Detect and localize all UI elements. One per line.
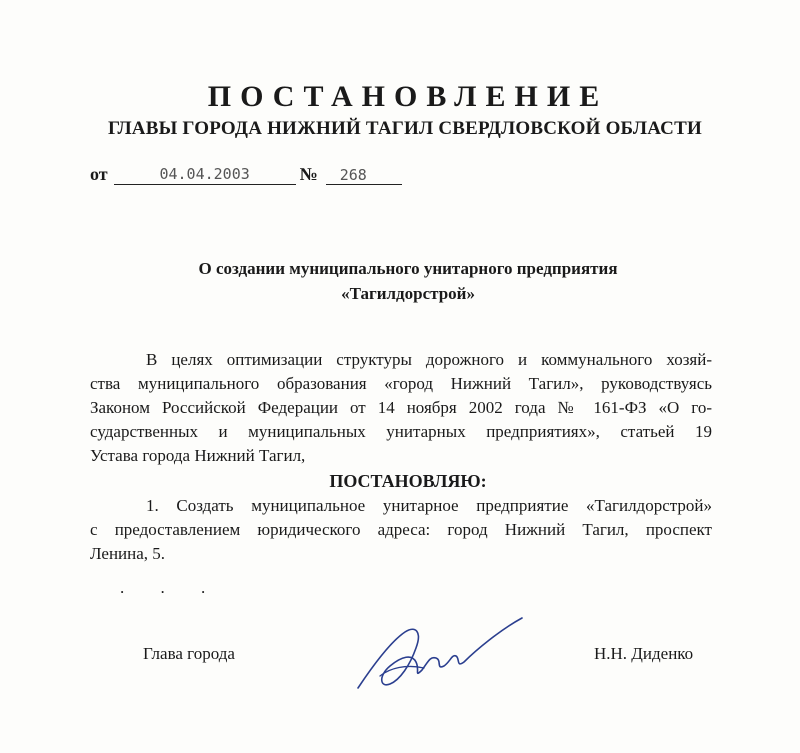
- omission-dots: . . .: [120, 578, 222, 597]
- document-subtitle: ГЛАВЫ ГОРОДА НИЖНИЙ ТАГИЛ СВЕРДЛОВСКОЙ ОБЛАСТИ: [108, 118, 702, 139]
- preamble-paragraph: [90, 348, 712, 468]
- date-prefix: от: [90, 164, 108, 184]
- date-field: 04.04.2003: [114, 165, 296, 185]
- paragraph-line: В целях оптимизации структуры дорожного и коммунального хозяй-: [146, 350, 712, 369]
- item-line: Ленина, 5.: [90, 544, 166, 563]
- paragraph-line: сударственных и муниципальных унитарных предприятиях», статьей 19: [90, 422, 712, 441]
- document-title: ПОСТАНОВЛЕНИЕ: [207, 80, 609, 113]
- date-number-line: [90, 164, 402, 185]
- item-line: с предоставлением юридического адреса: город Нижний Тагил, проспект: [90, 520, 712, 539]
- resolution-item: [90, 494, 712, 566]
- item-line: 1. Создать муниципальное унитарное предприятие «Тагилдорстрой»: [146, 496, 712, 515]
- document-heading: [0, 256, 800, 306]
- paragraph-line: Устава города Нижний Тагил,: [90, 446, 306, 465]
- paragraph-line: ства муниципального образования «город Нижний Тагил», руководствуясь: [90, 374, 712, 393]
- number-field: 268: [326, 166, 402, 185]
- paragraph-line: Законом Российской Федерации от 14 ноября 2002 года № 161-ФЗ «О го-: [90, 398, 712, 417]
- signer-role: Глава города: [143, 644, 235, 663]
- decree-word: ПОСТАНОВЛЯЮ:: [329, 471, 487, 491]
- heading-line: «Тагилдорстрой»: [341, 284, 475, 303]
- signer-name: Н.Н. Диденко: [594, 644, 694, 663]
- handwritten-signature: [350, 610, 530, 705]
- number-prefix: №: [299, 164, 318, 184]
- heading-line: О создании муниципального унитарного предприятия: [198, 259, 618, 278]
